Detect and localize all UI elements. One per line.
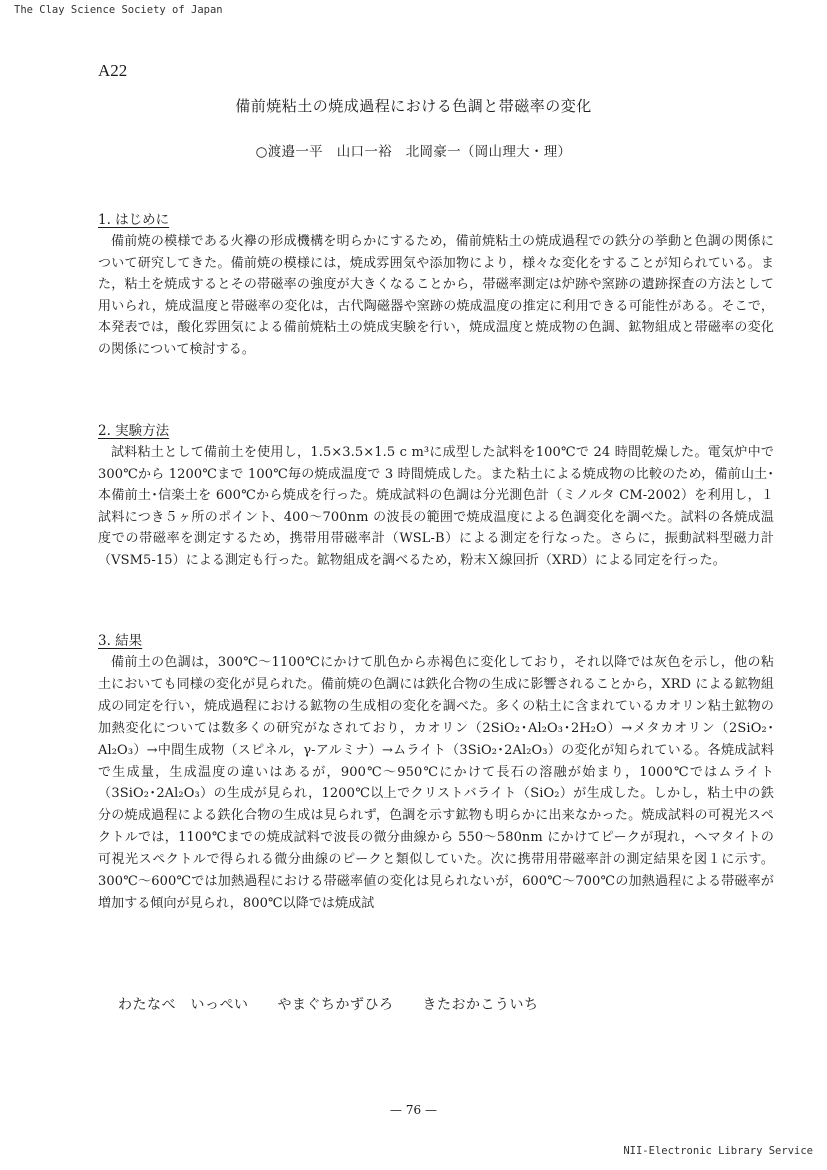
section-methods	[98, 421, 774, 571]
page-number: — 76 —	[390, 1103, 437, 1117]
section-body: 備前土の色調は，300℃～1100℃にかけて肌色から赤褐色に変化しており，それ以降では灰色を示し，他の粘土においても同様の変化が見られた。備前焼の色調には鉄化合物の生成に影響されることから，XRD による鉱物組成の同定を行い，焼成過程における鉱物の生成相の変化を調べた。多くの粘土に含まれているカオリン粘土鉱物の加熱変化については数多くの研究がなされており，カオリン（2SiO₂･Al₂O₃･2H₂O）→メタカオリン（2SiO₂･Al₂O₃）→中間生成物（スピネル，γ-アルミナ）→ムライト（3SiO₂･2Al₂O₃）の変化が知られている。各焼成試料で生成量，生成温度の違いはあるが，900℃～950℃にかけて長石の溶融が始まり，1000℃ではムライト（3SiO₂･2Al₂O₃）の生成が見られ，1200℃以上でクリストバライト（SiO₂）が生成した。しかし，粘土中の鉄分の焼成過程による鉄化合物の生成は見られず，色調を示す鉱物も明らかに出来なかった。焼成試料の可視光スペクトルでは，1100℃までの焼成試料で波長の微分曲線から 550～580nm にかけてピークが現れ，ヘマタイトの可視光スペクトルで得られる微分曲線のピークと類似していた。次に携帯用帯磁率計の測定結果を図１に示す。300℃～600℃では加熱過程における帯磁率値の変化は見られないが，600℃～700℃の加熱過程による帯磁率が増加する傾向が見られ，800℃以降では焼成試	[98, 655, 774, 911]
abstract-number: A22	[98, 61, 128, 80]
library-footer: NII-Electronic Library Service	[623, 1145, 813, 1157]
section-heading: 1. はじめに	[98, 212, 170, 228]
section-heading: 2. 実験方法	[98, 423, 170, 439]
author-list: ○渡邉一平 山口一裕 北岡豪一（岡山理大・理）	[255, 144, 572, 160]
author-name-readings: わたなべ いっぺい やまぐちかずひろ きたおかこういち	[118, 997, 539, 1013]
society-header: The Clay Science Society of Japan	[14, 4, 223, 16]
section-heading: 3. 結果	[98, 633, 143, 649]
section-introduction	[98, 210, 774, 360]
paper-title: 備前焼粘土の焼成過程における色調と帯磁率の変化	[235, 97, 592, 115]
section-body: 試料粘土として備前土を使用し，1.5×3.5×1.5 c m³に成型した試料を100℃で 24 時間乾燥した。電気炉中で 300℃から 1200℃まで 100℃毎の焼成温度で 3 時間焼成した。また粘土による焼成物の比較のため，備前山土･本備前土･信楽土を 600℃から焼成を行った。焼成試料の色調は分光測色計（ミノルタ CM-2002）を利用し，１試料につき５ヶ所のポイント、400～700nm の波長の範囲で焼成温度による色調変化を調べた。試料の各焼成温度での帯磁率を測定するため，携帯用帯磁率計（WSL-B）による測定を行なった。さらに，振動試料型磁力計（VSM5-15）による測定も行った。鉱物組成を調べるため，粉末Ｘ線回折（XRD）による同定を行った。	[98, 445, 774, 568]
section-body: 備前焼の模様である火襷の形成機構を明らかにするため，備前焼粘土の焼成過程での鉄分の挙動と色調の関係について研究してきた。備前焼の模様には，焼成雰囲気や添加物により，様々な変化をすることが知られている。また，粘土を焼成するとその帯磁率の強度が大きくなることから，帯磁率測定は炉跡や窯跡の遺跡探査の方法として用いられ，焼成温度と帯磁率の変化は，古代陶磁器や窯跡の焼成温度の推定に利用できる可能性がある。そこで，本発表では，酸化雰囲気による備前焼粘土の焼成実験を行い，焼成温度と焼成物の色調、鉱物組成と帯磁率の変化の関係について検討する。	[98, 234, 774, 357]
section-results	[98, 631, 774, 915]
